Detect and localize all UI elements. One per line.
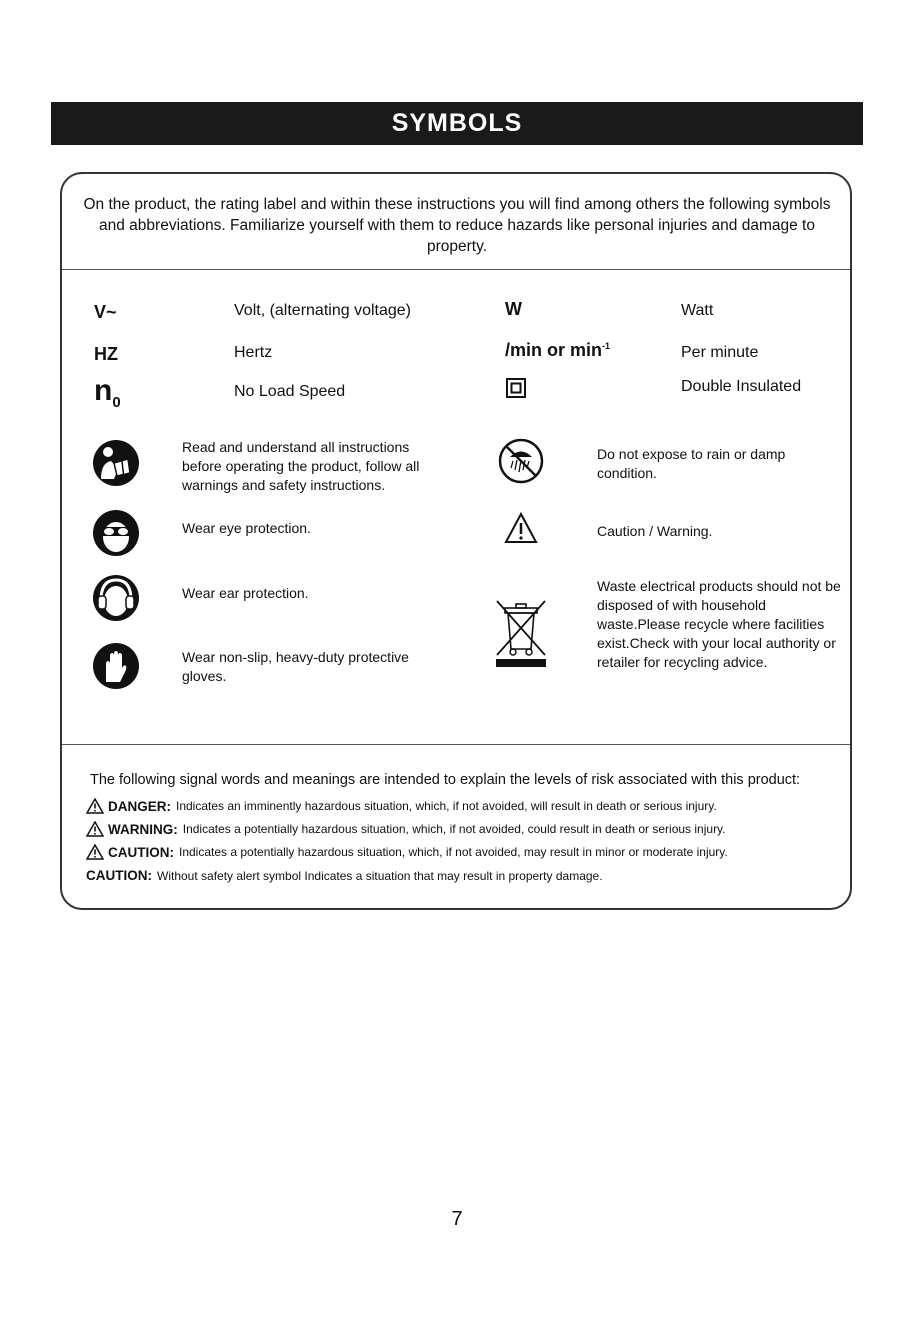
signal-word-caution-property: CAUTION:	[86, 868, 152, 883]
double-insulated-icon	[506, 378, 526, 398]
signal-text-caution: Indicates a potentially hazardous situation, which, if not avoided, may result in minor or moderate injury.	[179, 845, 728, 859]
signal-row-caution	[86, 844, 728, 860]
alert-triangle-icon	[86, 844, 104, 860]
read-manual-text: Read and understand all instructions before operating the product, follow all warnings and safety instructions.	[182, 439, 420, 493]
signal-text-warning: Indicates a potentially hazardous situation, which, if not avoided, could result in death or serious injury.	[182, 822, 726, 836]
signal-text-danger: Indicates an imminently hazardous situation, which, if not avoided, will result in death or serious injury.	[176, 799, 717, 813]
signal-intro-text: The following signal words and meanings are intended to explain the levels of risk associated with this product:	[90, 772, 801, 788]
ear-protection-text: Wear ear protection.	[182, 585, 309, 601]
weee-text: Waste electrical products should not be disposed of with household waste.Please recycle where facilities exist.Check with your local authority or retailer for recycling advice.	[597, 578, 841, 670]
no-rain-text: Do not expose to rain or damp condition.	[597, 446, 786, 481]
signal-row-warning	[86, 821, 726, 837]
alert-triangle-icon	[86, 821, 104, 837]
abbr-meaning-volt: Volt, (alternating voltage)	[234, 302, 411, 319]
gloves-text: Wear non-slip, heavy-duty protective gloves.	[182, 649, 409, 684]
weee-bin-icon	[494, 599, 548, 669]
title-bar	[51, 102, 863, 145]
intro-text: On the product, the rating label and within these instructions you will find among others the following symbols and abbreviations. Familiarize yourself with them to reduce hazards like personal injuries and damage to property.	[83, 196, 831, 255]
abbr-symbol-hertz: HZ	[94, 344, 118, 364]
read-manual-icon	[92, 439, 140, 487]
signal-word-caution: CAUTION:	[108, 844, 174, 860]
ear-protection-icon	[92, 574, 140, 622]
eye-protection-text: Wear eye protection.	[182, 520, 311, 536]
abbr-meaning-no-load-speed: No Load Speed	[234, 383, 346, 400]
abbr-symbol-volt: V~	[94, 302, 117, 322]
no-rain-icon	[498, 438, 544, 484]
divider-top	[62, 269, 850, 270]
signal-word-danger: DANGER:	[108, 798, 171, 814]
signal-word-warning: WARNING:	[108, 821, 178, 837]
eye-protection-icon	[92, 509, 140, 557]
signal-row-caution-property	[86, 868, 603, 883]
abbr-symbol-per-minute: /min or $\min^{-1}$	[505, 340, 611, 360]
abbr-meaning-hertz: Hertz	[234, 344, 273, 361]
abbr-symbol-no-load-speed: $n_0$	[94, 374, 121, 411]
abbr-meaning-double-insulated: Double Insulated	[681, 378, 802, 395]
page-title: SYMBOLS	[391, 109, 523, 137]
gloves-icon	[92, 642, 140, 690]
abbr-meaning-watt: Watt	[681, 302, 714, 319]
page-number: 7	[451, 1208, 463, 1230]
signal-text-caution-property: Without safety alert symbol Indicates a situation that may result in property damage.	[157, 868, 603, 883]
abbr-meaning-per-minute: Per minute	[681, 344, 759, 361]
symbols-panel	[60, 172, 852, 910]
divider-bottom	[62, 744, 850, 745]
signal-row-danger	[86, 798, 717, 814]
alert-triangle-icon	[86, 798, 104, 814]
abbr-symbol-watt: W	[505, 299, 522, 319]
caution-warning-text: Caution / Warning.	[597, 523, 713, 539]
caution-triangle-icon	[504, 512, 538, 544]
